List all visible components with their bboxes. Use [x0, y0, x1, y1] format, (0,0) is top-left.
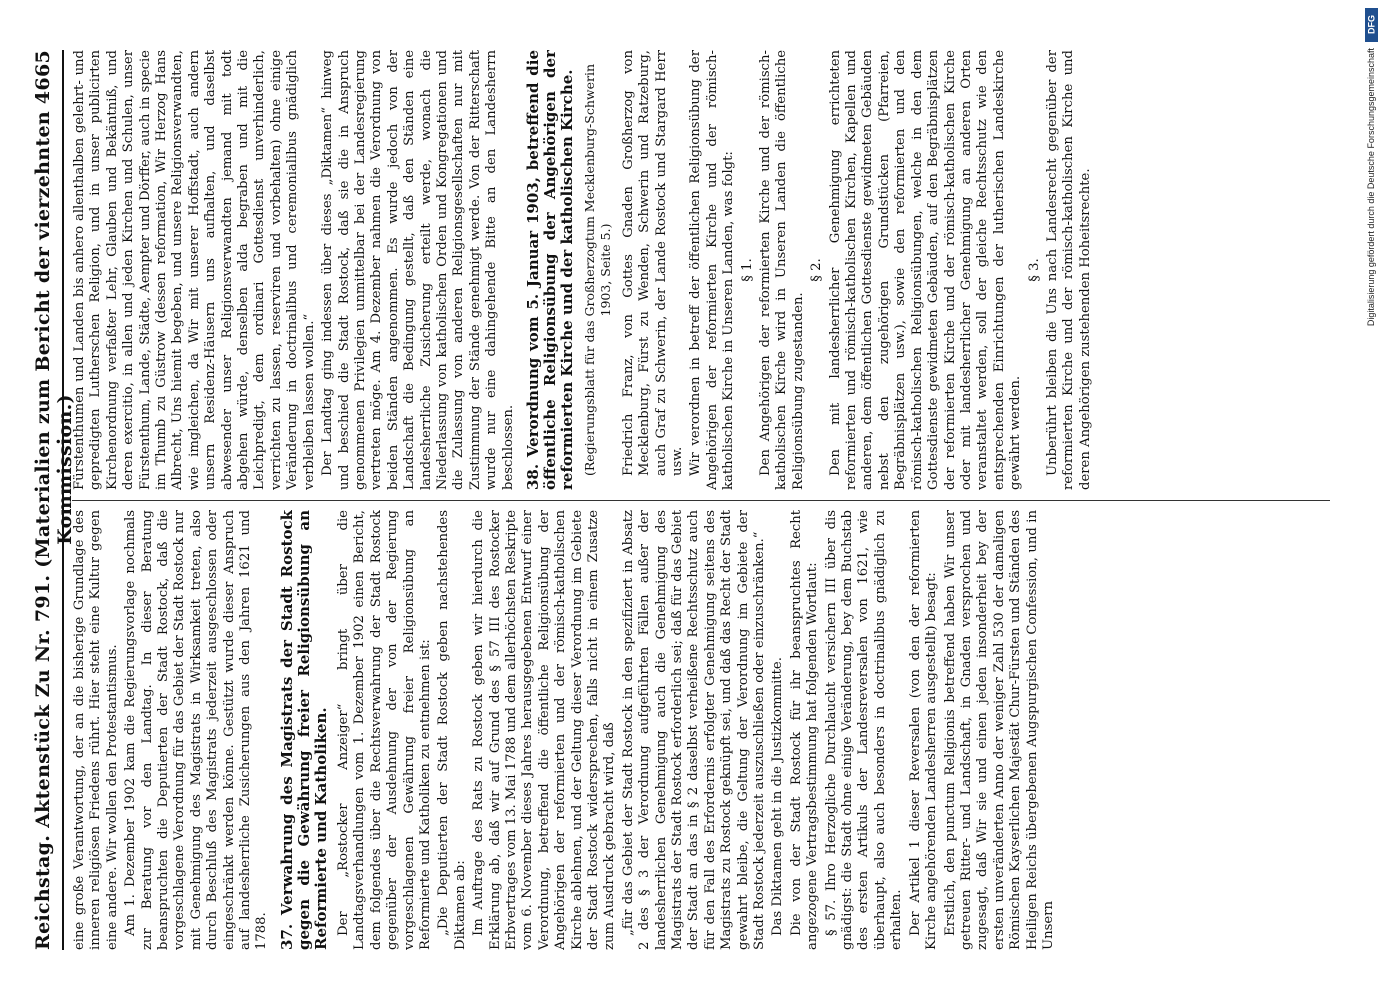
paragraph: Den mit landesherrlicher Genehmigung errichteten reformierten und römisch-katholischen Kirchen, Kapellen und anderen, dem öffentlichen Gottesdienste gewidmeten Gebäuden nebst den zugehörigen Grundstücken (Pfarreien, Begräbnisplätzen usw.), sowie den reformierten und den römisch-katholischen Religionsübungen, welche in den dem Gottesdienste gewidmeten Gebäuden, auf den Begräbnisplätzen der reformierten Kirche und der römisch-katholischen Kirche oder mit landesherrlicher Genehmigung an anderen Orten veranstaltet werden, soll der gleiche Rechtsschutz wie den entsprechenden Einrichtungen der lutherischen Landeskirche gewährt werden.: [827, 50, 1024, 490]
section-heading-38: 38. Verordnung vom 5. Januar 1903, betreffend die öffentliche Religionsübung der Angehörigen der reformierten Kirche und der katholischen Kirche.: [523, 50, 576, 490]
digitization-credit: [1363, 8, 1379, 990]
right-column: [72, 50, 1330, 490]
scanned-page: [20, 20, 1350, 980]
running-head-title: Aktenstück Zu Nr. 791. (Materialien zum Bericht der vierzehnten Kommission.): [32, 111, 76, 828]
paragraph: Am 1. Dezember 1902 kam die Regierungsvorlage nochmals zur Beratung vor den Landtag. In dieser Beratung beanspruchten die Deputierten der Stadt Rostock, daß die vorgeschlagene Verordnung für das Gebiet der Stadt Rostock nur mit Genehmigung des Magistrats in Wirksamkeit treten, also durch Beschluß des Magistrats jederzeit ausgeschlossen oder eingeschränkt werden könne. Gestützt wurde dieser Anspruch auf landesherrliche Zusicherungen aus den Jahren 1621 und 1788.: [123, 510, 270, 950]
column-divider: [72, 500, 1330, 501]
credit-text: Digitalisierung gefördert durch die Deutsche Forschungsgemeinschaft: [1366, 48, 1376, 327]
paragraph: Der Artikel 1 dieser Reversalen (von den der reformierten Kirche angehörenden Landesherren ausgestellt) besagt:: [907, 510, 940, 950]
running-head-left: Reichstag.: [32, 834, 54, 950]
paragraph: „für das Gebiet der Stadt Rostock in den spezifiziert in Absatz 2 des § 3 der Verordnung aufgeführten Fällen außer der landesherrlichen Genehmigung auch die Genehmigung des Magistrats der Stadt Rostock erforderlich sei; daß für das Gebiet der Stadt an das in § 2 daselbst verheißene Rechtsschutz auch für den Fall des Erfordernis erfolgter Genehmigung seitens des Magistrats zu Rostock geknüpft sei, und daß das Recht der Stadt gewahrt bleibe, die Geltung der Verordnung im Gebiete der Stadt Rostock jederzeit auszuschließen oder einzuschränken.“: [620, 510, 768, 950]
section-number: § 3.: [1026, 258, 1042, 282]
section-number: § 2.: [809, 258, 825, 282]
paragraph: Unberührt bleiben die Uns nach Landesrecht gegenüber der reformierten Kirche und der römisch-katholischen Kirche und deren Angehörigen zustehenden Hoheitsrechte.: [1044, 50, 1093, 490]
paragraph: Die von der Stadt Rostock für ihr beanspruchtes Recht angezogene Vertragsbestimmung hat folgenden Wortlaut:: [788, 510, 821, 950]
section-heading-37: 37. Verwahrung des Magistrats der Stadt Rostock gegen die Gewährung freier Religionsübung an Reformierte und Katholiken.: [277, 510, 330, 950]
paragraph: eine große Verantwortung, der an die bisherige Grundlage des inneren religiösen Friedens rührt. Hier steht eine Kultur gegen eine andere. Wir wollen den Protestantismus.: [72, 510, 120, 950]
left-column: [72, 510, 1330, 950]
paragraph: Der Landtag ging indessen über dieses „Diktamen“ hinweg und beschied die Stadt Rostock, daß sie die in Anspruch genommenen Privilegien unmittelbar bei der Landesregierung vertreten möge. Am 4. Dezember nahmen die Verordnung von beiden Ständen angenommen. Es wurde jedoch von der Landschaft die Bedingung gestellt, daß den Ständen eine landesherrliche Zusicherung erteilt werde, wonach die Niederlassung von katholischen Orden und Kongregationen und die Zulassung von anderen Religionsgesellschaften nur mit Zustimmung der Stände genehmigt werde. Von der Ritterschaft wurde nur eine dahingehende Bitte an den Landesherrn beschlossen.: [320, 50, 516, 490]
paragraph: Den Angehörigen der reformierten Kirche und der römisch-katholischen Kirche wird in Unseren Landen die öffentliche Religionsübung zugestanden.: [758, 50, 806, 490]
paragraph: Im Auftrage des Rats zu Rostock geben wir hierdurch die Erklärung ab, daß wir auf Grund des § 57 III des Rostocker Erbvertrages vom 13. Mai 1788 und dem allerhöchsten Reskripte vom 6. November dieses Jahres herausgegebenen Entwurf einer Verordnung, betreffend die öffentliche Religionsübung der Angehörigen der reformierten und der römisch-katholischen Kirche ablehnen, und der Geltung dieser Verordnung im Gebiete der Stadt Rostock widersprechen, falls nicht in einem Zusatze zum Ausdruck gebracht wird, daß: [471, 510, 618, 950]
page-number: 4665: [32, 50, 54, 105]
paragraph: Der „Rostocker Anzeiger“ bringt über die Landtagsverhandlungen vom 1. Dezember 1902 einen Bericht, dem folgendes über die Rechtsverwahrung der Stadt Rostock gegenüber der Ausdehnung der von der Regierung vorgeschlagenen Gewährung freier Religionsübung an Reformierte und Katholiken zu entnehmen ist:: [335, 510, 433, 950]
dfg-logo: DFG: [1365, 8, 1378, 42]
paragraph: Wir verordnen in betreff der öffentlichen Religionsübung der Angehörigen der reformierten Kirche und der römisch-katholischen Kirche in Unseren Landen, was folgt:: [688, 50, 737, 490]
paragraph: Erstlich, den punctum Religionis betreffend haben Wir unser getreuen Ritter- und Landschaft, in Gnaden versprochen und zugesagt, daß Wir sie und einen jeden insonderheit bey der ersten unveränderten Anno der weniger Zahl 530 der damaligen Römischen Kayserlichen Majestät Chur-Fürsten und Ständen des Heiligen Reichs übergebenen Augspurgischen Confession, und in Unsern: [942, 510, 1056, 950]
paragraph: „Die Deputierten der Stadt Rostock geben nachstehendes Diktamen ab:: [436, 510, 468, 950]
running-head: [32, 50, 76, 950]
paragraph: § 57. Ihro Herzogliche Durchlaucht versichern III über dis gnädigst: die Stadt ohne einige Veränderung, bey dem Buchstab des ersten Artikuls der Landesreversalen von 1621, wie überhaupt, also auch besonders in doctrinalibus gnädiglich zu erhalten.: [823, 510, 905, 950]
section-number: § 1.: [739, 258, 755, 282]
source-citation: (Regierungsblatt für das Großherzogtum Mecklenburg-Schwerin 1903, Seite 5.): [581, 64, 614, 476]
paragraph: Friedrich Franz, von Gottes Gnaden Großherzog von Mecklenburg, Fürst zu Wenden, Schwerin und Ratzeburg, auch Graf zu Schwerin, der Lande Rostock und Stargard Herr usw.: [620, 50, 685, 476]
paragraph: Das Diktamen geht in die Justizkommitte.: [770, 657, 786, 936]
paragraph: Fürstenthumen und Landen bis anhero allenthalben gelehrt- und gepredigten Lutherschen Religion, und in unser publicirten Kirchenordnung verfaßter Lehr, Glauben und Bekäntniß, und deren exercitio, in allen und jeden Kirchen und Schulen, unser Fürstenthum, Lande, Städte, Aempter und Dörffer, auch in specie im Thumb zu Güstrow (dessen reformation, Wir Herzog Hans Albrecht, Uns hiemit begeben, und unsere Religionsverwandten, wie imgleichen, da Wir mit unserer Hoffstadt, auch andern unsern Residenz-Häusern uns aufhalten, und daselbst abwesender unser Religionsverwandten jemand mit todt abgehen würde, denselben alda begraben und mit die Leichpredigt, dem ordinari Gottesdienst unverhinderlich, verrichten zu lassen, reserviren und vorbehalten) ohne einige Veränderung in doctrinalibus und ceremonialibus gnädiglich verbleiben lassen wollen.“: [72, 50, 317, 490]
